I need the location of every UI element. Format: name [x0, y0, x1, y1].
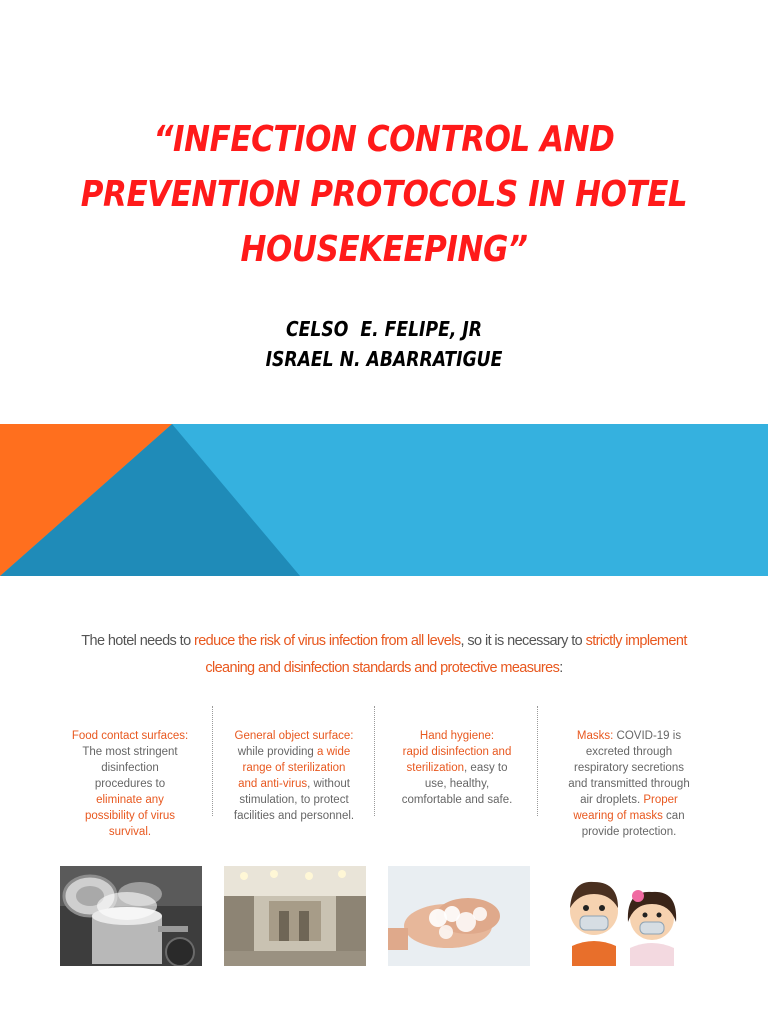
intro-text-3: :	[559, 660, 563, 676]
hotel-lobby-image	[224, 866, 366, 966]
col3-text: use, healthy,	[424, 778, 490, 790]
authors	[71, 314, 697, 374]
col1-text: procedures to	[94, 778, 166, 790]
col4-text: COVID-19 is	[616, 730, 682, 742]
title-line-1: “INFECTION CONTROL AND	[153, 119, 615, 160]
col4-text: can	[662, 810, 685, 822]
col2-text: , without	[307, 778, 350, 790]
col1-highlight: possibility of virus	[84, 810, 176, 822]
col3-highlight: sterilization	[406, 762, 465, 774]
intro-highlight-3: cleaning and disinfection standards and protective measures	[205, 660, 560, 676]
col2-text: facilities and personnel.	[233, 810, 355, 822]
column-divider	[537, 706, 538, 816]
col1-highlight: survival.	[108, 826, 152, 838]
children-masks-image	[552, 866, 694, 966]
col4-text: respiratory secretions	[574, 762, 684, 774]
col2-text: stimulation, to protect	[239, 794, 349, 806]
col1-highlight: eliminate any	[96, 794, 164, 806]
col4-text: excreted through	[585, 746, 673, 758]
col2-text: while providing	[237, 746, 317, 758]
col2-highlight: range of sterilization	[242, 762, 346, 774]
decorative-band	[0, 424, 768, 576]
slide-title	[71, 112, 697, 277]
col3-text: comfortable and safe.	[401, 794, 513, 806]
col3-text: , easy to	[464, 762, 508, 774]
cooking-pot-image	[60, 866, 202, 966]
intro-highlight-2: strictly implement	[585, 633, 687, 649]
intro-text-1: The hotel needs to	[81, 633, 194, 649]
intro-paragraph	[30, 628, 738, 682]
col4-text: provide protection.	[581, 826, 677, 838]
col1-text: disinfection	[101, 762, 159, 774]
column-food-contact	[52, 728, 208, 840]
author-1: CELSO E. FELIPE, JR	[286, 317, 482, 341]
title-line-2: PREVENTION PROTOCOLS IN HOTEL	[80, 174, 688, 215]
col1-text: The most stringent	[82, 746, 178, 758]
col4-text: air droplets.	[580, 794, 644, 806]
intro-highlight-1: reduce the risk of virus infection from all levels	[193, 633, 461, 649]
protocols-slide	[0, 576, 768, 1024]
col2-highlight: and anti-virus	[238, 778, 308, 790]
col4-highlight: wearing of masks	[573, 810, 663, 822]
col3-highlight: rapid disinfection and	[402, 746, 512, 758]
author-2: ISRAEL N. ABARRATIGUE	[265, 347, 503, 371]
washing-hands-image	[388, 866, 530, 966]
column-masks	[546, 728, 712, 840]
col1-heading: Food contact surfaces:	[71, 730, 189, 742]
col4-text: and transmitted through	[568, 778, 690, 790]
col4-heading: Masks:	[576, 730, 617, 742]
title-line-3: HOUSEKEEPING”	[240, 229, 528, 270]
col3-heading: Hand hygiene:	[419, 730, 495, 742]
column-divider	[212, 706, 213, 816]
column-general-surface	[216, 728, 372, 824]
column-divider	[374, 706, 375, 816]
column-hand-hygiene	[380, 728, 534, 808]
intro-text-2: , so it is necessary to	[460, 633, 586, 649]
col2-heading: General object surface:	[234, 730, 354, 742]
col2-highlight: a wide	[317, 746, 351, 758]
col4-highlight: Proper	[643, 794, 678, 806]
